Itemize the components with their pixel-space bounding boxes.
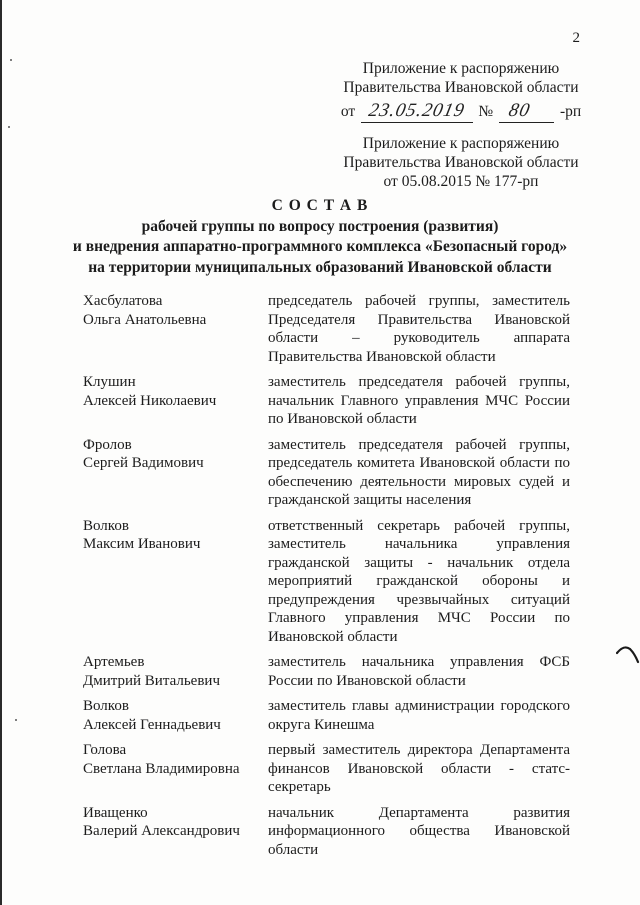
member-position: председатель рабочей группы, заместитель Председателя Правительства Ивановской области – руководитель аппарата Правительства Ивановской области bbox=[268, 293, 570, 365]
member-position: заместитель главы администрации городского округа Кинешма bbox=[268, 698, 570, 733]
member-row bbox=[83, 653, 570, 690]
member-position: ответственный секретарь рабочей группы, заместитель начальника управления гражданской защиты - начальник отдела мероприятий гражданской обороны и предупреждения чрезвычайных ситуаций Главного управления МЧС России по Ивановской области bbox=[268, 517, 570, 645]
members-list bbox=[83, 292, 570, 866]
member-row bbox=[83, 697, 570, 734]
member-row bbox=[83, 517, 570, 647]
member-position: заместитель начальника управления ФСБ России по Ивановской области bbox=[268, 654, 570, 689]
member-given-name: Алексей Николаевич bbox=[83, 392, 217, 409]
handwritten-date-underline bbox=[361, 101, 473, 123]
scan-speck bbox=[10, 59, 12, 61]
member-row bbox=[83, 804, 570, 860]
member-name bbox=[83, 292, 268, 366]
page-number: 2 bbox=[572, 30, 580, 46]
date-prefix: от bbox=[340, 103, 356, 120]
number-sign: № bbox=[478, 103, 494, 120]
member-position: начальник Департамента развития информационного общества Ивановской области bbox=[268, 804, 570, 858]
member-name bbox=[83, 741, 268, 797]
annex-line: Правительства Ивановской области bbox=[343, 154, 579, 171]
member-surname: Фролов bbox=[83, 436, 132, 453]
annex-block-2019 bbox=[302, 59, 620, 123]
member-position: заместитель председателя рабочей группы, председатель комитета Ивановской области по обеспечению деятельности мировых судей и гражданской защиты населения bbox=[268, 436, 570, 508]
member-surname: Волков bbox=[83, 517, 129, 534]
handwritten-date: 23.05.2019 bbox=[366, 100, 467, 121]
member-name bbox=[83, 653, 268, 690]
member-given-name: Сергей Вадимович bbox=[83, 455, 204, 471]
annex-line: Правительства Ивановской области bbox=[343, 79, 579, 96]
member-position: заместитель председателя рабочей группы, начальник Главного управления МЧС России по Ивановской области bbox=[268, 374, 570, 427]
member-given-name: Светлана Владимировна bbox=[83, 760, 240, 777]
member-surname: Хасбулатова bbox=[83, 293, 163, 309]
annex-block-2015 bbox=[302, 134, 620, 191]
annex-date-line bbox=[302, 101, 620, 123]
scan-speck bbox=[8, 126, 10, 128]
member-surname: Артемьев bbox=[83, 654, 145, 670]
title-line: С О С Т А В bbox=[271, 197, 369, 214]
scan-speck bbox=[15, 719, 17, 721]
order-suffix: -рп bbox=[559, 103, 582, 120]
scan-edge-line bbox=[0, 0, 2, 905]
title-line: и внедрения аппаратно-программного комплекса «Безопасный город» bbox=[72, 238, 568, 255]
member-given-name: Дмитрий Витальевич bbox=[83, 672, 220, 689]
member-given-name: Валерий Александрович bbox=[83, 823, 240, 839]
member-name bbox=[83, 804, 268, 860]
member-row bbox=[83, 741, 570, 797]
member-given-name: Ольга Анатольевна bbox=[83, 311, 207, 328]
member-surname: Волков bbox=[83, 698, 129, 714]
member-surname: Клушин bbox=[83, 374, 136, 390]
document-title bbox=[30, 196, 610, 278]
member-row bbox=[83, 373, 570, 429]
member-name bbox=[83, 373, 268, 429]
member-row bbox=[83, 292, 570, 366]
annex-line: Приложение к распоряжению bbox=[362, 135, 560, 152]
member-surname: Голова bbox=[83, 742, 127, 758]
member-surname: Иващенко bbox=[83, 804, 148, 821]
pen-checkmark bbox=[616, 645, 640, 667]
title-line: на территории муниципальных образований Ивановской области bbox=[88, 258, 552, 276]
title-line: рабочей группы по вопросу построения (развития) bbox=[141, 217, 499, 235]
annex-line: от 05.08.2015 № 177-рп bbox=[383, 173, 539, 190]
member-position: первый заместитель директора Департамента финансов Ивановской области - статс-секретарь bbox=[268, 742, 570, 795]
member-name bbox=[83, 436, 268, 510]
annex-line: Приложение к распоряжению bbox=[362, 60, 560, 77]
member-given-name: Максим Иванович bbox=[83, 536, 201, 552]
member-name bbox=[83, 517, 268, 647]
member-row bbox=[83, 436, 570, 510]
member-name bbox=[83, 697, 268, 734]
handwritten-number: 80 bbox=[506, 100, 533, 121]
handwritten-number-underline bbox=[499, 101, 554, 123]
member-given-name: Алексей Геннадьевич bbox=[83, 716, 221, 733]
